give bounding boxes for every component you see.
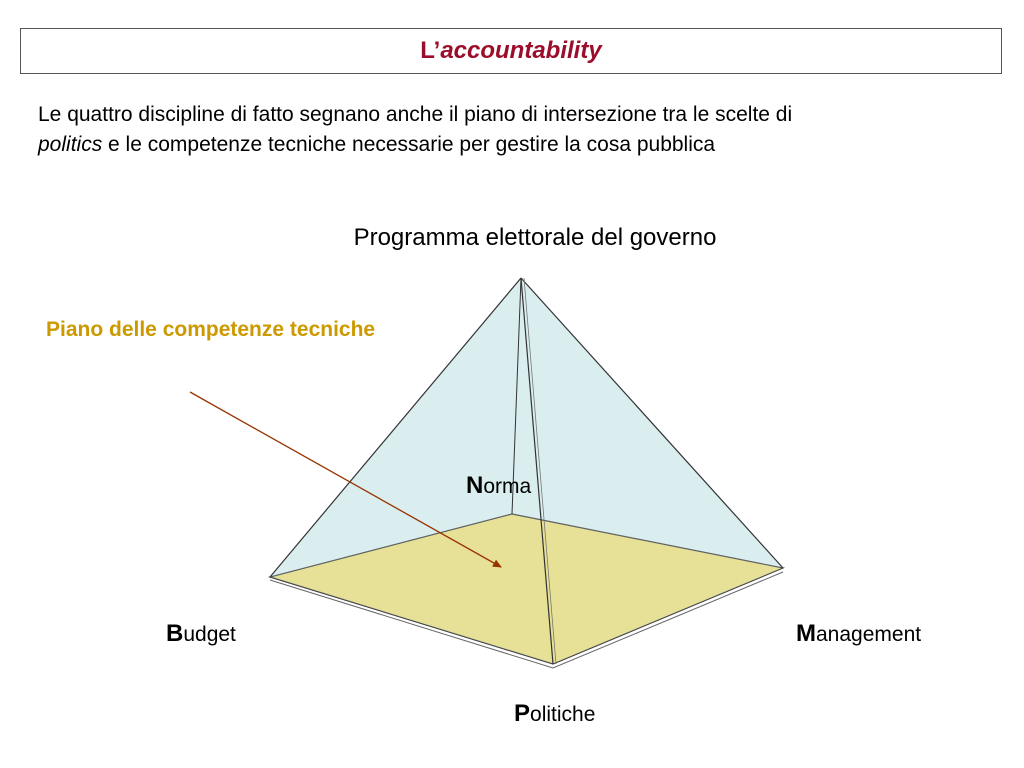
norma-rest: orma — [483, 475, 532, 498]
corner-label-politiche — [514, 700, 595, 728]
politiche-initial: P — [514, 700, 531, 727]
politiche-rest: olitiche — [530, 703, 596, 726]
management-initial: M — [796, 620, 816, 647]
corner-label-management — [796, 620, 921, 648]
pyramid-front-right-face — [521, 278, 783, 664]
norma-initial: N — [466, 472, 484, 499]
intro-politics-word: politics — [38, 133, 103, 156]
budget-initial: B — [166, 620, 184, 647]
title-emphasis: accountability — [440, 37, 602, 64]
budget-rest: udget — [183, 623, 236, 646]
title-prefix: L’ — [420, 37, 441, 64]
plane-label: Piano delle competenze tecniche — [46, 318, 376, 341]
corner-label-norma — [466, 472, 531, 500]
apex-label: Programma elettorale del governo — [353, 224, 717, 251]
management-rest: anagement — [816, 623, 922, 646]
intro-line-2: e le competenze tecniche necessarie per gestire la cosa pubblica — [102, 133, 716, 156]
corner-label-budget — [166, 620, 236, 648]
pyramid-front-left-face — [270, 278, 553, 664]
intro-line-1: Le quattro discipline di fatto segnano anche il piano di intersezione tra le scelte di — [38, 103, 793, 126]
